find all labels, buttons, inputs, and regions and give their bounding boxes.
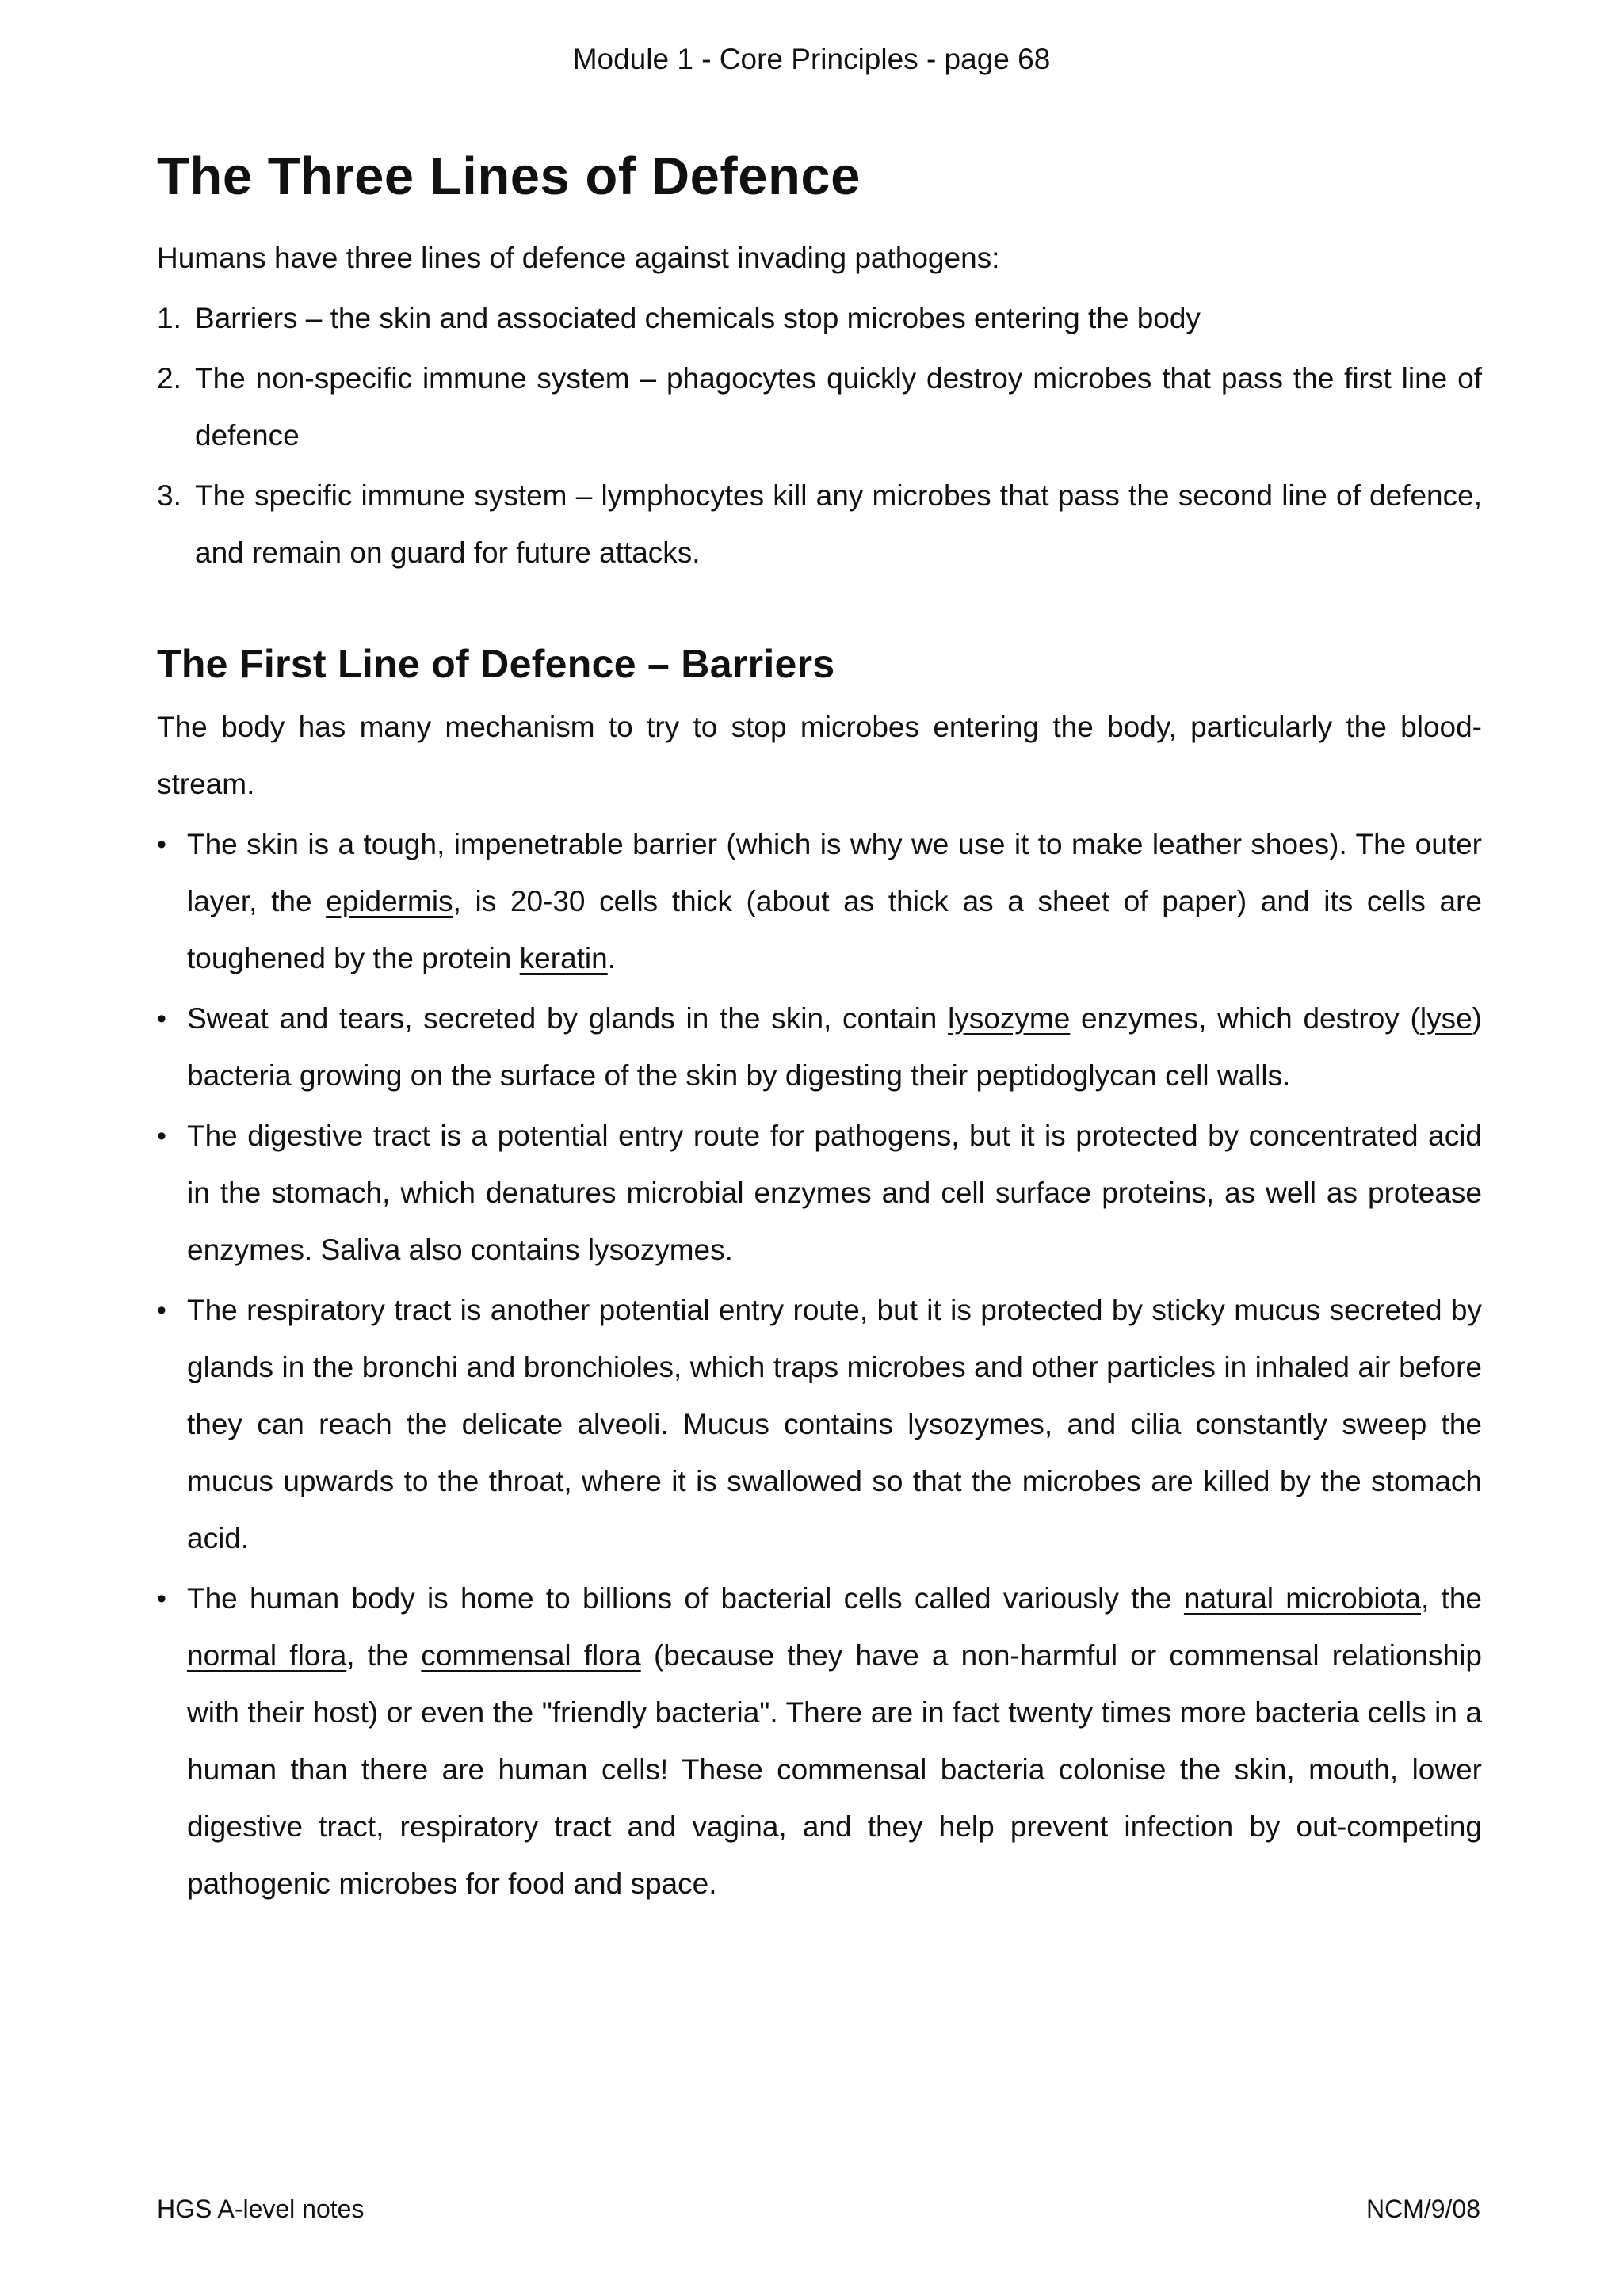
barriers-bullet-list	[157, 816, 1482, 1913]
term-commensal-flora: commensal flora	[421, 1638, 641, 1672]
text-run: , the	[346, 1638, 422, 1672]
list-item	[157, 350, 1482, 464]
list-item-digestive	[157, 1108, 1482, 1279]
text-run: The respiratory tract is another potential entry route, but it is protected by sticky mucus secreted by glands in the bronchi and bronchioles, which traps microbes and other particles in inhaled air before they can reach the delicate alveoli. Mucus contains lysozymes, and cilia constantly sweep the mucus upwards to the throat, where it is swallowed so that the microbes are killed by the stomach acid.	[187, 1293, 1482, 1554]
text-run: ) bacteria growing on the surface of the skin by digesting their peptidoglycan cell walls.	[187, 1001, 1482, 1092]
text-run: , is 20-30 cells thick (about as thick as a sheet of paper) and its cells are toughened by the protein	[187, 884, 1482, 974]
list-item	[157, 467, 1482, 582]
text-run: The digestive tract is a potential entry route for pathogens, but it is protected by concentrated acid in the stomach, which denatures microbial enzymes and cell surface proteins, as well as protease enzymes. Saliva also contains lysozymes.	[187, 1119, 1482, 1266]
page-header: Module 1 - Core Principles - page 68	[572, 43, 1051, 75]
text-run: The human body is home to billions of bacterial cells called variously the	[187, 1581, 1184, 1615]
list-number: 2.	[157, 361, 181, 395]
bullet-icon: •	[157, 1295, 166, 1325]
bullet-icon: •	[157, 1120, 166, 1151]
term-lyse: lyse	[1419, 1001, 1472, 1035]
list-item	[157, 290, 1482, 347]
list-item-text: Barriers – the skin and associated chemicals stop microbes entering the body	[195, 301, 1201, 334]
list-item-skin	[157, 816, 1482, 987]
footer-left: HGS A-level notes	[157, 2195, 365, 2223]
list-number: 3.	[157, 479, 181, 512]
section-intro-three-lines: Humans have three lines of defence against invading pathogens:	[157, 241, 1000, 274]
bullet-icon: •	[157, 1583, 166, 1614]
term-keratin: keratin	[519, 941, 608, 974]
text-run: Sweat and tears, secreted by glands in the skin, contain	[187, 1001, 949, 1035]
bullet-icon: •	[157, 829, 166, 860]
list-number: 1.	[157, 301, 181, 334]
lines-of-defence-list	[157, 290, 1482, 582]
list-item-text: The specific immune system – lymphocytes kill any microbes that pass the second line of defence, and remain on guard for future attacks.	[195, 479, 1482, 569]
document-body	[157, 147, 1482, 1916]
list-item-sweat	[157, 990, 1482, 1104]
text-run: (because they have a non-harmful or commensal relationship with their host) or even the "friendly bacteria". There are in fact twenty times more bacteria cells in a human than there are human cells! These commensal bacteria colonise the skin, mouth, lower digestive tract, respiratory tract and vagina, and they help prevent infection by out-competing pathogenic microbes for food and space.	[187, 1638, 1482, 1900]
footer-right: NCM/9/08	[1365, 2195, 1480, 2223]
text-run: , the	[1420, 1581, 1482, 1615]
section-title-three-lines: The Three Lines of Defence	[157, 147, 861, 206]
section-spacer	[157, 585, 1482, 640]
term-lysozyme: lysozyme	[948, 1001, 1071, 1035]
section-title-barriers: The First Line of Defence – Barriers	[157, 641, 835, 686]
list-item-respiratory	[157, 1282, 1482, 1567]
term-normal-flora: normal flora	[187, 1638, 347, 1672]
list-item-microbiota	[157, 1570, 1482, 1913]
list-item-text: The non-specific immune system – phagocytes quickly destroy microbes that pass the first line of defence	[195, 361, 1482, 452]
text-run: enzymes, which destroy (	[1070, 1001, 1420, 1035]
term-natural-microbiota: natural microbiota	[1183, 1581, 1421, 1615]
text-run: .	[607, 941, 617, 974]
bullet-icon: •	[157, 1003, 166, 1034]
text-run: The skin is a tough, impenetrable barrier (which is why we use it to make leather shoes). The outer layer, the	[187, 827, 1482, 917]
section-intro-barriers: The body has many mechanism to try to stop microbes entering the body, particularly the bloodstream.	[157, 710, 1482, 800]
term-epidermis: epidermis	[326, 884, 453, 917]
